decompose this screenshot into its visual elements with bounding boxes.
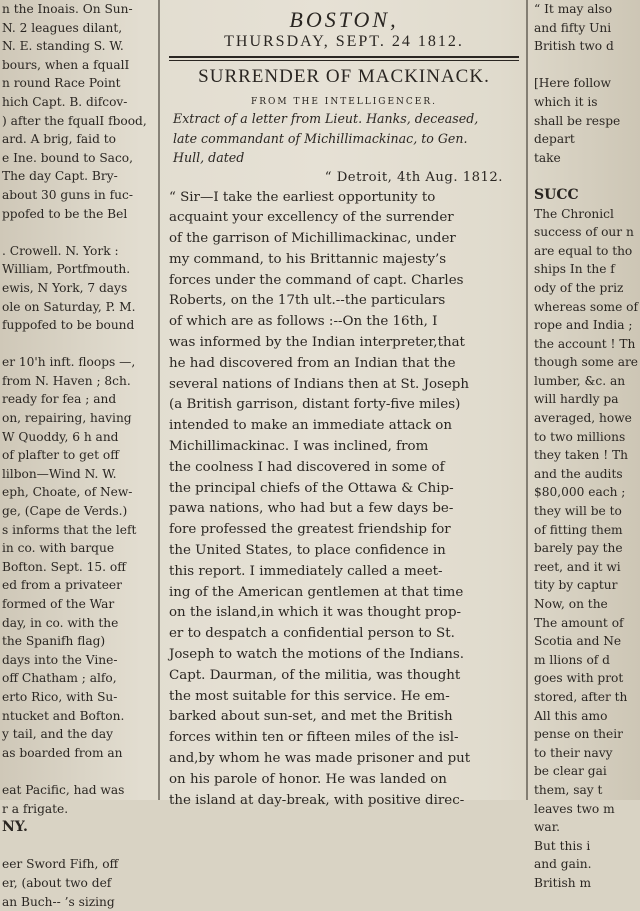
intro-line: late commandant of Michillimackinac, to Gen. [163,129,525,149]
body-line: on the island,in which it was thought prop- [163,603,525,624]
masthead: BOSTON, [163,8,525,32]
body-line: (a British garrison, distant forty-five miles) [163,395,525,416]
right-column-line: take [530,149,640,168]
right-column-line: Scotia and Ne [530,632,640,651]
right-column-line: averaged, howe [530,409,640,428]
body-line: forces within ten or fifteen miles of the isl- [163,728,525,749]
body-line: my command, to his Brittannic majesty’s [163,250,525,271]
left-column-line: s informs that the left [0,521,156,540]
article-source: FROM THE INTELLIGENCER. [163,95,525,109]
left-column-line: as boarded from an [0,744,156,763]
left-column-line: er, (about two def [0,874,156,893]
left-column-line: NY. [0,818,156,837]
left-column-line: of plafter to get off [0,446,156,465]
left-column-line: ed from a privateer [0,576,156,595]
left-column-line: y tail, and the day [0,725,156,744]
body-line: fore professed the greatest friendship for [163,520,525,541]
left-column-line [0,335,156,354]
left-column-line: ) after the fqualI fbood, [0,112,156,131]
body-line: of the garrison of Michillimackinac, under [163,229,525,250]
right-column-line: m llions of d [530,651,640,670]
body-line: Joseph to watch the motions of the Indians. [163,645,525,666]
body-line: “ Sir—I take the earliest opportunity to [163,188,525,209]
right-column-line: they will be to [530,502,640,521]
right-column-line: though some are [530,353,640,372]
left-column-line: day, in co. with the [0,614,156,633]
left-column-line: fuppofed to be bound [0,316,156,335]
right-column-line: they taken ! Th [530,446,640,465]
body-line: intended to make an immediate attack on [163,416,525,437]
body-line: this report. I immediately called a meet- [163,562,525,583]
right-column-line: the account ! Th [530,335,640,354]
article-intro [163,109,525,168]
left-column-line [0,837,156,856]
left-column-line: eph, Choate, of New- [0,483,156,502]
right-column-line: are equal to tho [530,242,640,261]
right-column-line: to their navy [530,744,640,763]
body-line: on his parole of honor. He was landed on [163,770,525,791]
left-column-line: in co. with barque [0,539,156,558]
right-column-line [530,56,640,75]
intro-line: Hull, dated [163,148,525,168]
left-column-line: days into the Vine- [0,651,156,670]
left-column-line: formed of the War [0,595,156,614]
right-column-line: ships In the f [530,260,640,279]
left-column-line: on, repairing, having [0,409,156,428]
right-column-line: The amount of [530,614,640,633]
right-column-line: and gain. [530,855,640,874]
left-column-line: an Buch-- ’s sizing [0,893,156,911]
left-column-line: n the Inoais. On Sun- [0,0,156,19]
right-column-line: rope and India ; [530,316,640,335]
left-column-line: e Ine. bound to Saco, [0,149,156,168]
left-column-line: William, Portfmouth. [0,260,156,279]
body-line: Capt. Daurman, of the militia, was thought [163,666,525,687]
left-column-line: bours, when a fqualI [0,56,156,75]
right-column-line: leaves two m [530,800,640,819]
left-column-line: ready for fea ; and [0,390,156,409]
right-column-line: success of our n [530,223,640,242]
body-line: Michillimackinac. I was inclined, from [163,437,525,458]
body-line: acquaint your excellency of the surrender [163,208,525,229]
right-column-line: ody of the priz [530,279,640,298]
body-line: the coolness I had discovered in some of [163,458,525,479]
left-column-line: N. 2 leagues dilant, [0,19,156,38]
left-column-line [0,223,156,242]
body-line: Roberts, on the 17th ult.--the particulars [163,291,525,312]
left-column-line: from N. Haven ; 8ch. [0,372,156,391]
left-column-line: hich Capt. B. difcov- [0,93,156,112]
right-column-line: But this i [530,837,640,856]
body-line: of which are as follows :--On the 16th, I [163,312,525,333]
column-rule-left [158,0,160,800]
right-column-line: whereas some of [530,298,640,317]
left-column-line: eer Sword Fifh, off [0,855,156,874]
body-line: the most suitable for this service. He em- [163,687,525,708]
right-column-line: and fifty Uni [530,19,640,38]
right-column-line: stored, after th [530,688,640,707]
right-column-line: pense on their [530,725,640,744]
body-line: the United States, to place confidence in [163,541,525,562]
body-line: barked about sun-set, and met the British [163,707,525,728]
left-column-line: n round Race Point [0,74,156,93]
rule-thin [169,60,519,61]
body-line: was informed by the Indian interpreter,that [163,333,525,354]
left-column-line: Bofton. Sept. 15. off [0,558,156,577]
right-column-line: Now, on the [530,595,640,614]
right-column-line: [Here follow [530,74,640,93]
right-column [530,0,640,800]
left-column [0,0,156,800]
left-column-line: the Spanifh flag) [0,632,156,651]
body-line: the island at day-break, with positive direc- [163,791,525,812]
body-line: several nations of Indians then at St. Joseph [163,375,525,396]
column-rule-right [526,0,528,800]
right-column-line: war. [530,818,640,837]
left-column-line: ole on Saturday, P. M. [0,298,156,317]
right-column-line: The Chronicl [530,205,640,224]
left-column-line: er 10'h inft. floops —, [0,353,156,372]
left-column-line: r a frigate. [0,800,156,819]
left-column-line: ntucket and Bofton. [0,707,156,726]
left-column-line: W Quoddy, 6 h and [0,428,156,447]
left-column-line: ppofed to be the Bel [0,205,156,224]
right-column-line [530,167,640,186]
center-column [163,0,525,800]
dateline: THURSDAY, SEPT. 24 1812. [163,32,525,52]
left-column-line: lilbon—Wind N. W. [0,465,156,484]
body-line: ing of the American gentlemen at that time [163,583,525,604]
left-column-line: ard. A brig, faid to [0,130,156,149]
right-column-line: shall be respe [530,112,640,131]
rule-thick [169,56,519,58]
right-column-line: to two millions [530,428,640,447]
right-column-line: which it is [530,93,640,112]
right-column-line: of fitting them [530,521,640,540]
left-column-line: erto Rico, with Su- [0,688,156,707]
left-column-line: eat Pacific, had was [0,781,156,800]
right-column-line: British m [530,874,640,893]
right-column-line: All this amo [530,707,640,726]
left-column-line: . Crowell. N. York : [0,242,156,261]
left-column-line: N. E. standing S. W. [0,37,156,56]
right-column-line: $80,000 each ; [530,483,640,502]
body-line: er to despatch a confidential person to St. [163,624,525,645]
body-line: and,by whom he was made prisoner and put [163,749,525,770]
article-headline: SURRENDER OF MACKINACK. [163,65,525,89]
right-column-line: “ It may also [530,0,640,19]
article-body [163,188,525,812]
right-column-line: tity by captur [530,576,640,595]
right-column-line: them, say t [530,781,640,800]
body-line: the principal chiefs of the Ottawa & Chip- [163,479,525,500]
right-column-line: SUCC [530,186,640,205]
right-column-line: depart [530,130,640,149]
left-column-line: ge, (Cape de Verds.) [0,502,156,521]
intro-line: Extract of a letter from Lieut. Hanks, deceased, [163,109,525,129]
left-column-line: The day Capt. Bry- [0,167,156,186]
right-column-line: will hardly pa [530,390,640,409]
right-column-line: and the audits [530,465,640,484]
right-column-line: goes with prot [530,669,640,688]
right-column-line: reet, and it wi [530,558,640,577]
left-column-line [0,762,156,781]
body-line: pawa nations, who had but a few days be- [163,499,525,520]
left-column-line: ewis, N York, 7 days [0,279,156,298]
body-line: he had discovered from an Indian that the [163,354,525,375]
body-line: forces under the command of capt. Charles [163,271,525,292]
letter-place-date: “ Detroit, 4th Aug. 1812. [163,168,525,188]
left-column-line: about 30 guns in fuc- [0,186,156,205]
right-column-line: be clear gai [530,762,640,781]
left-column-line: off Chatham ; alfo, [0,669,156,688]
right-column-line: barely pay the [530,539,640,558]
right-column-line: British two d [530,37,640,56]
right-column-line: lumber, &c. an [530,372,640,391]
